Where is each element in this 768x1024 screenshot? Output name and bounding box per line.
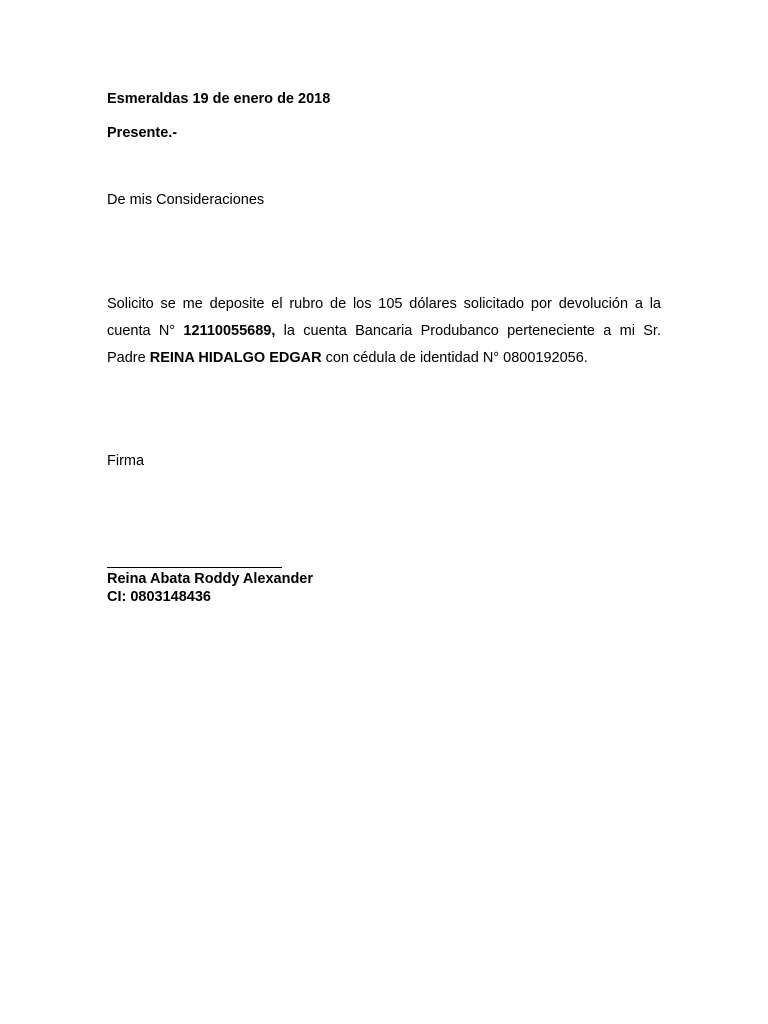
signature-label: Firma	[107, 453, 145, 469]
body-line-2-suffix: la cuenta Bancaria Produbanco perteneciente a mi Sr.	[275, 323, 661, 339]
body-line-3	[107, 345, 661, 372]
father-name: REINA HIDALGO EDGAR	[149, 350, 322, 366]
body-line-3-suffix: con cédula de identidad N° 0800192056.	[321, 350, 588, 366]
signer-name: Reina Abata Roddy Alexander	[107, 571, 314, 587]
body-line-1-text: Solicito se me deposite el rubro de los 105 dólares solicitado por devolución a la	[107, 296, 661, 312]
letter-greeting: De mis Consideraciones	[107, 192, 265, 208]
body-line-2-prefix: cuenta N°	[107, 323, 184, 339]
letter-salutation: Presente.-	[107, 125, 178, 141]
letter-body	[107, 291, 661, 372]
body-line-1	[107, 291, 661, 318]
body-line-3-prefix: Padre	[107, 350, 150, 366]
body-line-2	[107, 318, 661, 345]
letter-date: Esmeraldas 19 de enero de 2018	[107, 91, 331, 107]
signature-line	[107, 567, 282, 568]
signer-id: CI: 0803148436	[107, 589, 211, 605]
account-number: 12110055689,	[183, 323, 276, 339]
